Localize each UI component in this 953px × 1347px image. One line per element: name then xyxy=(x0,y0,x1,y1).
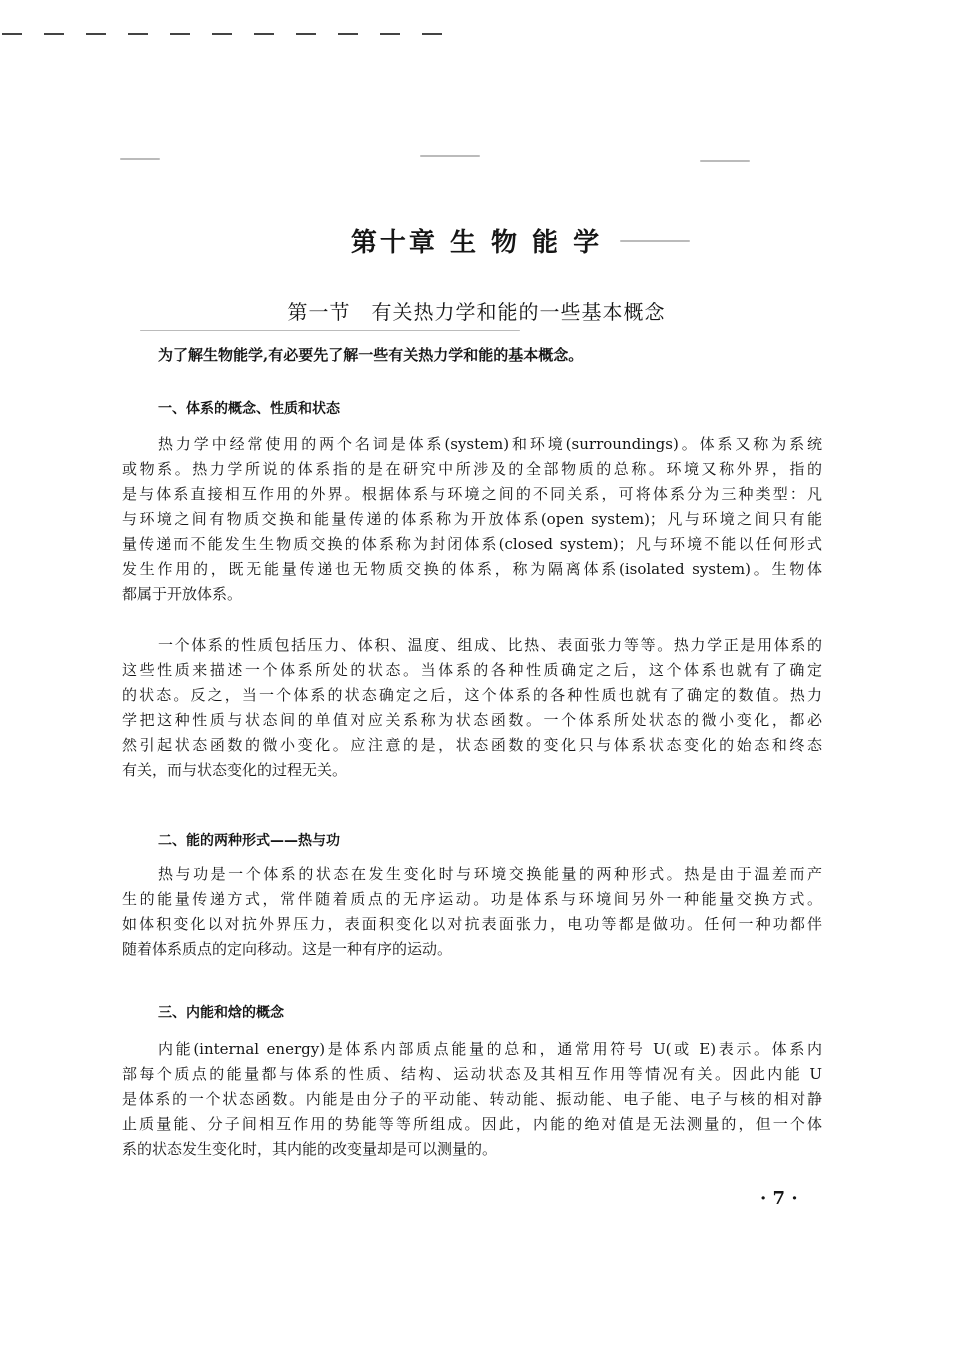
text-line: 随着体系质点的定向移动。这是一种有序的运动。 xyxy=(122,940,453,958)
chapter-title: 第十章 生 物 能 学 xyxy=(350,228,603,258)
text-line: 都属于开放体系。 xyxy=(122,585,243,603)
text-line: 是体系的一个状态函数。内能是由分子的平动能、转动能、振动能、电子能、电子与核的相对静 xyxy=(122,1090,822,1108)
scan-noise xyxy=(700,160,750,162)
text-line: 是与体系直接相互作用的外界。根据体系与环境之间的不同关系，可将体系分为三种类型：凡 xyxy=(122,485,822,503)
text-line: 部每个质点的能量都与体系的性质、结构、运动状态及其相互作用等情况有关。因此内能 U xyxy=(122,1065,822,1083)
text-line: 然引起状态函数的微小变化。应注意的是，状态函数的变化只与体系状态变化的始态和终态 xyxy=(122,736,822,754)
paragraph xyxy=(122,862,822,962)
page-number: · 7 · xyxy=(760,1188,798,1209)
text-line: 与环境之间有物质交换和能量传递的体系称为开放体系(open system)；凡与环境之间只有能 xyxy=(122,510,822,528)
scan-noise xyxy=(140,330,520,331)
paragraph xyxy=(122,1037,822,1162)
text-line: 生的能量传递方式，常伴随着质点的无序运动。功是体系与环境间另外一种能量交换方式。 xyxy=(122,890,822,908)
section-title: 第一节 有关热力学和能的一些基本概念 xyxy=(287,300,666,324)
scan-noise xyxy=(120,158,160,160)
section-heading: 二、能的两种形式——热与功 xyxy=(158,833,340,849)
text-line: 一个体系的性质包括压力、体积、温度、组成、比热、表面张力等等。热力学正是用体系的 xyxy=(158,636,822,654)
text-line: 的状态。反之，当一个体系的状态确定之后，这个体系的各种性质也就有了确定的数值。热力 xyxy=(122,686,822,704)
text-line: 量传递而不能发生生物质交换的体系称为封闭体系(closed system)；凡与环境不能以任何形式 xyxy=(122,535,822,553)
top-dashed-rule xyxy=(0,28,482,40)
text-line: 如体积变化以对抗外界压力，表面积变化以对抗表面张力，电功等都是做功。任何一种功都伴 xyxy=(122,915,822,933)
text-line: 热力学中经常使用的两个名词是体系(system)和环境(surroundings)。体系又称为系统 xyxy=(158,435,822,453)
section-heading: 三、内能和焓的概念 xyxy=(158,1005,284,1021)
paragraph xyxy=(122,633,822,783)
text-line: 这些性质来描述一个体系所处的状态。当体系的各种性质确定之后，这个体系也就有了确定 xyxy=(122,661,822,679)
scan-noise xyxy=(420,155,480,157)
intro-text: 为了解生物能学,有必要先了解一些有关热力学和能的基本概念。 xyxy=(158,346,584,364)
text-line: 发生作用的，既无能量传递也无物质交换的体系，称为隔离体系(isolated system)。生物体 xyxy=(122,560,822,578)
section-heading: 一、体系的概念、性质和状态 xyxy=(158,401,340,417)
text-line: 系的状态发生变化时，其内能的改变量却是可以测量的。 xyxy=(122,1140,498,1158)
text-line: 或物系。热力学所说的体系指的是在研究中所涉及的全部物质的总称。环境又称外界，指的 xyxy=(122,460,822,478)
text-line: 内能(internal energy)是体系内部质点能量的总和，通常用符号 U(或 E)表示。体系内 xyxy=(158,1040,822,1058)
text-line: 有关，而与状态变化的过程无关。 xyxy=(122,761,348,779)
text-line: 止质量能、分子间相互作用的势能等等所组成。因此，内能的绝对值是无法测量的，但一个体 xyxy=(122,1115,822,1133)
paragraph xyxy=(122,432,822,607)
text-line: 学把这种性质与状态间的单值对应关系称为状态函数。一个体系所处状态的微小变化，都必 xyxy=(122,711,822,729)
text-line: 热与功是一个体系的状态在发生变化时与环境交换能量的两种形式。热是由于温差而产 xyxy=(158,865,822,883)
